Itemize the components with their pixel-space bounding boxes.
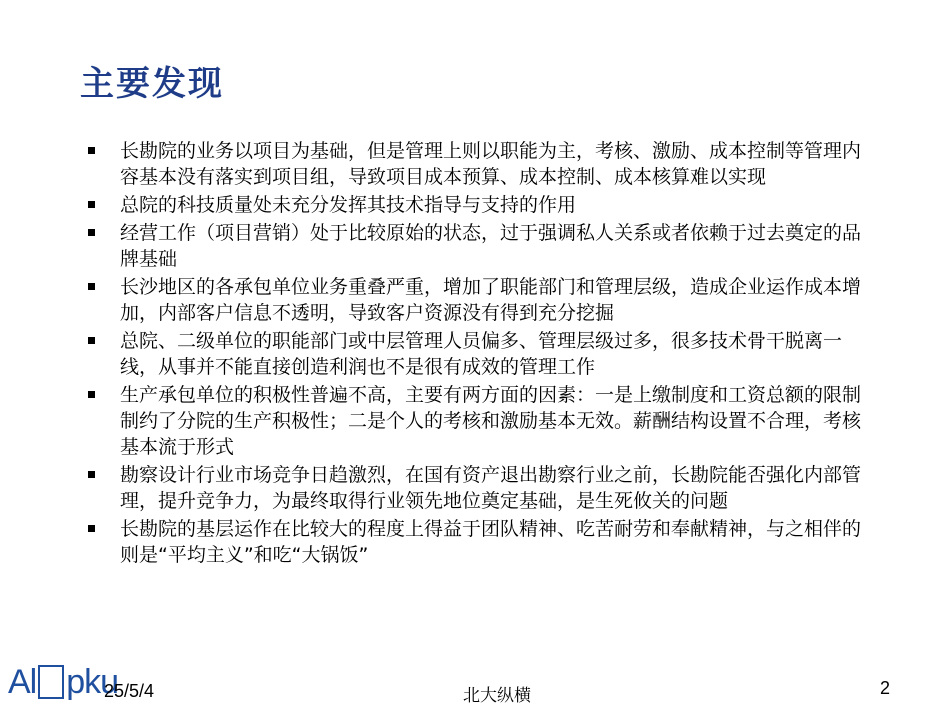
bullet-square-icon [88, 201, 95, 208]
logo-text-left: Al [8, 663, 37, 701]
page-number: 2 [880, 678, 891, 698]
footer-date: 25/5/4 [104, 681, 155, 701]
bullet-square-icon [88, 337, 95, 344]
list-item [88, 220, 868, 272]
logo-text-right: pku [66, 663, 119, 701]
list-item [88, 138, 868, 190]
bullet-text: 长沙地区的各承包单位业务重叠严重，增加了职能部门和管理层级，造成企业运作成本增加，内部客户信息不透明，导致客户资源没有得到充分挖掘 [120, 276, 862, 324]
list-item [88, 462, 868, 514]
bullet-text: 总院的科技质量处未充分发挥其技术指导与支持的作用 [120, 194, 577, 216]
company-logo [8, 663, 118, 701]
list-item [88, 192, 868, 218]
bullet-square-icon [88, 229, 95, 236]
bullet-square-icon [88, 391, 95, 398]
list-item [88, 274, 868, 326]
bullet-square-icon [88, 283, 95, 290]
bullet-text: 长勘院的业务以项目为基础，但是管理上则以职能为主，考核、激励、成本控制等管理内容基本没有落实到项目组，导致项目成本预算、成本控制、成本核算难以实现 [120, 140, 862, 188]
bullet-square-icon [88, 525, 95, 532]
bullet-text: 勘察设计行业市场竞争日趋激烈，在国有资产退出勘察行业之前，长勘院能否强化内部管理，提升竞争力，为最终取得行业领先地位奠定基础，是生死攸关的问题 [120, 464, 862, 512]
list-item [88, 382, 868, 460]
footer-company-name: 北大纵横 [463, 686, 531, 706]
slide-title: 主要发现 [80, 64, 224, 104]
list-item [88, 328, 868, 380]
bullet-text: 生产承包单位的积极性普遍不高，主要有两方面的因素：一是上缴制度和工资总额的限制制约了分院的生产积极性；二是个人的考核和激励基本无效。薪酬结构设置不合理，考核基本流于形式 [120, 384, 862, 458]
logo-box-icon [38, 665, 64, 699]
bullet-text: 长勘院的基层运作在比较大的程度上得益于团队精神、吃苦耐劳和奉献精神，与之相伴的则是“平均主义”和吃“大锅饭” [120, 518, 862, 566]
bullet-text: 经营工作（项目营销）处于比较原始的状态，过于强调私人关系或者依赖于过去奠定的品牌基础 [120, 222, 862, 270]
bullet-square-icon [88, 471, 95, 478]
bullet-square-icon [88, 147, 95, 154]
list-item [88, 516, 868, 568]
bullet-text: 总院、二级单位的职能部门或中层管理人员偏多、管理层级过多，很多技术骨干脱离一线，从事并不能直接创造利润也不是很有成效的管理工作 [120, 330, 843, 378]
findings-list [88, 138, 868, 570]
